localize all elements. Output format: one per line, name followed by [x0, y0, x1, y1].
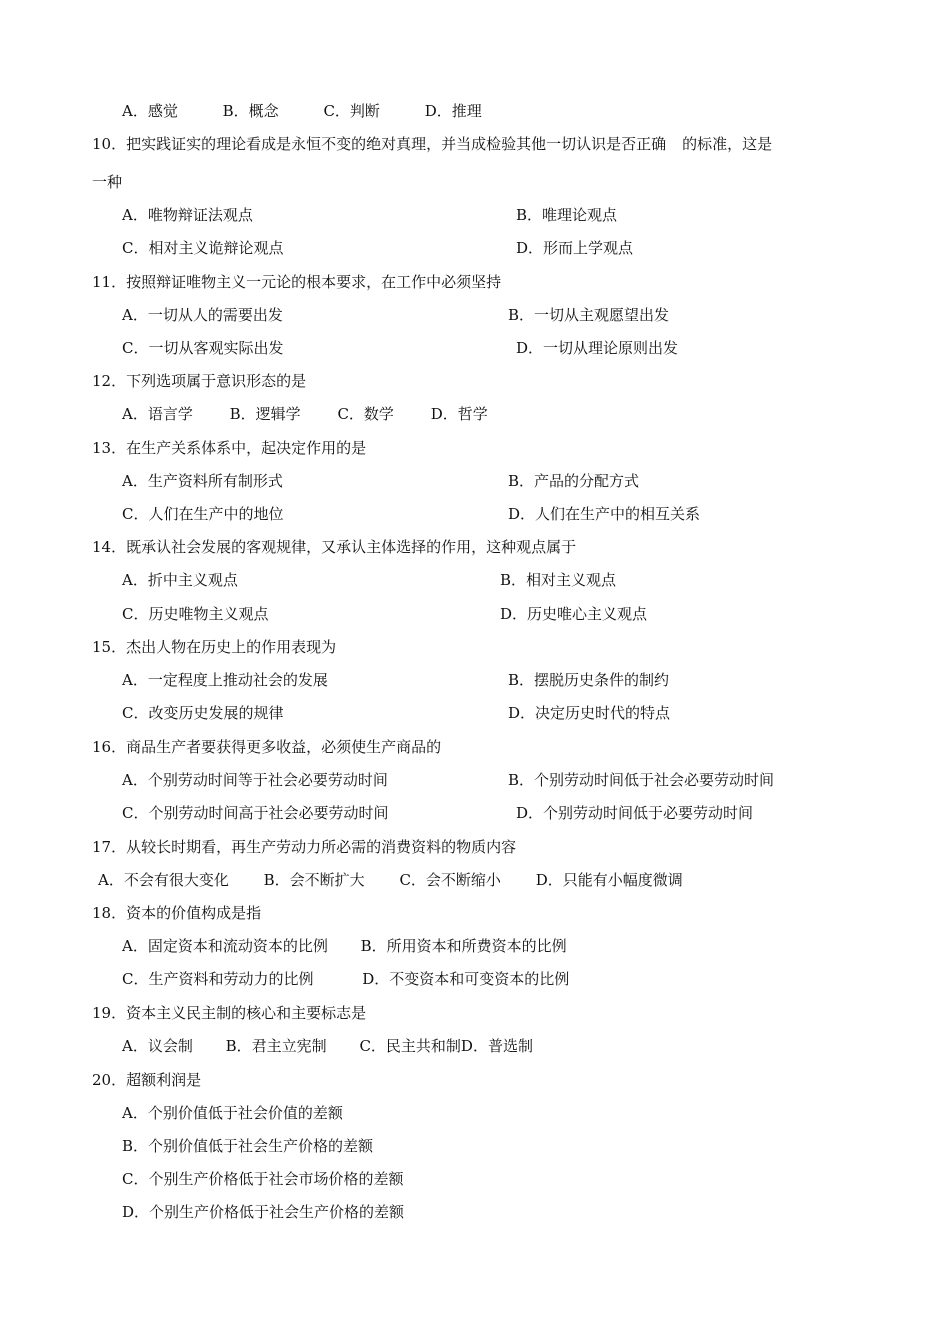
q11-option-d: D．一切从理论原则出发	[516, 339, 679, 357]
q9-options	[122, 101, 482, 121]
q16-option-c: C．个别劳动时间高于社会必要劳动时间	[122, 804, 389, 822]
q17-option-c: C．会不断缩小	[399, 871, 501, 889]
q10-stem-part1: 10．把实践证实的理论看成是永恒不变的绝对真理，并当成检验其他一切认识是否正确	[92, 135, 667, 153]
q13-option-c: C．人们在生产中的地位	[122, 505, 284, 523]
q10-option-b: B．唯理论观点	[516, 206, 618, 224]
q12-stem: 12．下列选项属于意识形态的是	[92, 372, 307, 390]
q14-option-a: A．折中主义观点	[122, 571, 238, 589]
q16-option-d: D．个别劳动时间低于必要劳动时间	[516, 804, 754, 822]
q15-stem: 15．杰出人物在历史上的作用表现为	[92, 638, 337, 656]
q11-stem: 11．按照辩证唯物主义一元论的根本要求，在工作中必须坚持	[92, 273, 502, 291]
q18-option-a: A．固定资本和流动资本的比例	[122, 937, 328, 955]
q19-option-c: C．民主共和制	[359, 1037, 461, 1055]
q19-stem: 19．资本主义民主制的核心和主要标志是	[92, 1004, 367, 1022]
q12-option-a: A．语言学	[122, 405, 193, 423]
q9-option-d: D．推理	[424, 102, 482, 120]
q10-stem-part2: 的标准，这是	[682, 135, 773, 153]
q16-stem: 16．商品生产者要获得更多收益，必须使生产商品的	[92, 738, 442, 756]
q12-option-d: D．哲学	[430, 405, 488, 423]
q20-option-c: C．个别生产价格低于社会市场价格的差额	[122, 1170, 404, 1188]
q14-option-d: D．历史唯心主义观点	[500, 605, 648, 623]
q14-option-c: C．历史唯物主义观点	[122, 605, 269, 623]
q20-option-a: A．个别价值低于社会价值的差额	[122, 1104, 343, 1122]
q15-option-d: D．决定历史时代的特点	[508, 704, 671, 722]
q9-option-c: C．判断	[323, 102, 380, 120]
q18-option-d: D．不变资本和可变资本的比例	[362, 970, 570, 988]
q19-option-d: D．普选制	[460, 1037, 533, 1055]
q17-option-a: A．不会有很大变化	[98, 871, 229, 889]
q10-option-d: D．形而上学观点	[516, 239, 634, 257]
q17-option-d: D．只能有小幅度微调	[535, 871, 683, 889]
q15-option-c: C．改变历史发展的规律	[122, 704, 284, 722]
q12-option-c: C．数学	[337, 405, 394, 423]
q13-option-a: A．生产资料所有制形式	[122, 472, 283, 490]
q18-options-row1	[122, 936, 567, 956]
q13-option-b: B．产品的分配方式	[508, 472, 640, 490]
q15-option-a: A．一定程度上推动社会的发展	[122, 671, 328, 689]
q12-options	[122, 404, 488, 424]
q20-option-b: B．个别价值低于社会生产价格的差额	[122, 1137, 374, 1155]
q9-option-a: A．感觉	[122, 102, 178, 120]
q13-stem: 13．在生产关系体系中，起决定作用的是	[92, 439, 367, 457]
q14-option-b: B．相对主义观点	[500, 571, 617, 589]
q10-stem-line2: 一种	[92, 173, 123, 191]
q17-option-b: B．会不断扩大	[263, 871, 365, 889]
q17-stem: 17．从较长时期看，再生产劳动力所必需的消费资料的物质内容	[92, 838, 517, 856]
q11-option-a: A．一切从人的需要出发	[122, 306, 283, 324]
q18-stem: 18．资本的价值构成是指	[92, 904, 262, 922]
q19-option-b: B．君主立宪制	[225, 1037, 327, 1055]
q19-options	[122, 1036, 533, 1056]
q18-option-c: C．生产资料和劳动力的比例	[122, 970, 314, 988]
q10-stem-line1	[92, 134, 772, 154]
q19-option-a: A．议会制	[122, 1037, 193, 1055]
q11-option-c: C．一切从客观实际出发	[122, 339, 284, 357]
q16-option-b: B．个别劳动时间低于社会必要劳动时间	[508, 771, 775, 789]
q9-option-b: B．概念	[222, 102, 279, 120]
q20-stem: 20．超额利润是	[92, 1071, 202, 1089]
q15-option-b: B．摆脱历史条件的制约	[508, 671, 670, 689]
q14-stem: 14．既承认社会发展的客观规律，又承认主体选择的作用，这种观点属于	[92, 538, 577, 556]
q18-option-b: B．所用资本和所费资本的比例	[360, 937, 567, 955]
q10-option-c: C．相对主义诡辩论观点	[122, 239, 284, 257]
q13-option-d: D．人们在生产中的相互关系	[508, 505, 701, 523]
q11-option-b: B．一切从主观愿望出发	[508, 306, 670, 324]
q10-option-a: A．唯物辩证法观点	[122, 206, 253, 224]
q18-options-row2	[122, 969, 569, 989]
q20-option-d: D．个别生产价格低于社会生产价格的差额	[122, 1203, 405, 1221]
q17-options	[98, 870, 683, 890]
q16-option-a: A．个别劳动时间等于社会必要劳动时间	[122, 771, 388, 789]
q12-option-b: B．逻辑学	[229, 405, 301, 423]
